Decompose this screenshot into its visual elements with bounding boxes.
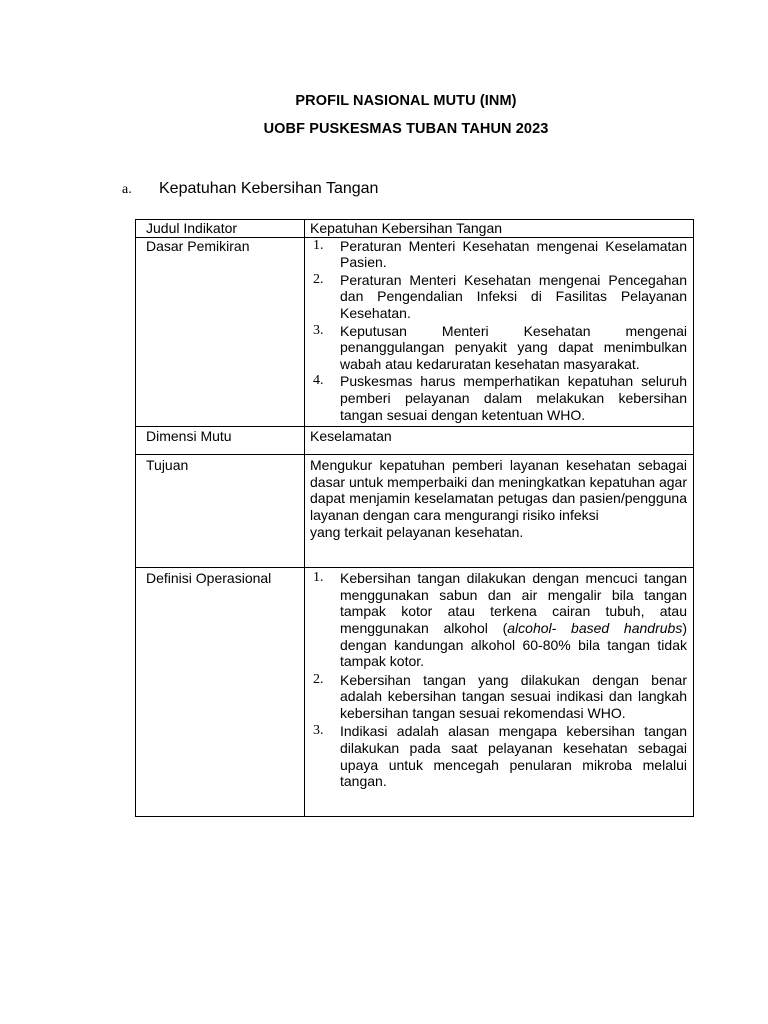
cell-label-judul: Judul Indikator xyxy=(136,220,305,238)
row-tujuan xyxy=(136,455,694,568)
list-item-italic-term: alcohol- based handrubs xyxy=(507,619,683,636)
list-item-text: Puskesmas harus memperhatikan kepatuhan seluruh pemberi pelayanan dalam melakukan kebersihan tangan sesuai dengan ketentuan WHO. xyxy=(340,373,687,423)
indicator-profile-table xyxy=(135,219,694,817)
list-item-text: ) dengan kandungan alkohol 60-80% bila tangan tidak tampak kotor. xyxy=(340,619,687,670)
cell-value-judul: Kepatuhan Kebersihan Tangan xyxy=(305,220,694,238)
list-number: 3. xyxy=(313,723,324,739)
list-item xyxy=(310,373,687,423)
section-heading xyxy=(122,180,378,198)
list-item-text: Indikasi adalah alasan mengapa kebersihan tangan dilakukan pada saat pelayanan kesehatan sebagai upaya untuk mencegah penularan mikroba melalui tangan. xyxy=(340,723,687,790)
list-number: 3. xyxy=(313,322,324,338)
definisi-list xyxy=(310,570,687,790)
dasar-list xyxy=(310,238,687,424)
list-item xyxy=(310,272,687,322)
list-item xyxy=(310,238,687,271)
list-number: 2. xyxy=(313,671,324,687)
cell-value-dimensi: Keselamatan xyxy=(305,427,694,455)
list-item xyxy=(310,323,687,373)
list-item xyxy=(310,723,687,789)
list-number: 4. xyxy=(313,373,324,389)
section-marker: a. xyxy=(122,182,132,197)
list-item-text: Peraturan Menteri Kesehatan mengenai Pencegahan dan Pengendalian Infeksi di Fasilitas Pelayanan Kesehatan. xyxy=(340,271,687,321)
list-item-text: Kebersihan tangan dilakukan dengan mencuci tangan menggunakan sabun dan air mengalir bila tangan tampak kotor atau terkena cairan tubuh, atau menggunakan alkohol ( xyxy=(340,570,687,636)
list-number: 2. xyxy=(313,271,324,287)
tujuan-text: Mengukur kepatuhan pemberi layanan kesehatan sebagai dasar untuk memperbaiki dan meningkatkan kepatuhan agar dapat menjamin keselamatan petugas dan pasien/pengguna layanan dengan cara mengurangi risiko infeksi xyxy=(310,457,687,523)
row-judul-indikator xyxy=(136,220,694,238)
list-number: 1. xyxy=(313,570,324,586)
cell-label-tujuan: Tujuan xyxy=(136,455,305,568)
cell-label-definisi: Definisi Operasional xyxy=(136,568,305,817)
list-item-text: Peraturan Menteri Kesehatan mengenai Keselamatan Pasien. xyxy=(340,237,687,271)
document-subtitle: UOBF PUSKESMAS TUBAN TAHUN 2023 xyxy=(263,121,549,137)
section-heading-text: Kepatuhan Kebersihan Tangan xyxy=(159,180,379,197)
document-title: PROFIL NASIONAL MUTU (INM) xyxy=(295,93,517,109)
list-item-text: Kebersihan tangan yang dilakukan dengan benar adalah kebersihan tangan sesuai indikasi dan langkah kebersihan tangan sesuai rekomendasi WHO. xyxy=(340,671,687,721)
list-number: 1. xyxy=(313,237,324,253)
cell-label-dimensi: Dimensi Mutu xyxy=(136,427,305,455)
cell-label-dasar: Dasar Pemikiran xyxy=(136,237,305,427)
row-dimensi-mutu xyxy=(136,427,694,455)
tujuan-text-last: yang terkait pelayanan kesehatan. xyxy=(310,523,524,540)
row-definisi-operasional xyxy=(136,568,694,817)
list-item xyxy=(310,672,687,722)
row-dasar-pemikiran xyxy=(136,237,694,427)
list-item-text: Keputusan Menteri Kesehatan mengenai penanggulangan penyakit yang dapat menimbulkan wabah atau kedaruratan kesehatan masyarakat. xyxy=(340,322,687,372)
cell-value-definisi xyxy=(305,568,694,817)
cell-value-dasar xyxy=(305,237,694,427)
list-item xyxy=(310,570,687,670)
cell-value-tujuan xyxy=(305,455,694,568)
